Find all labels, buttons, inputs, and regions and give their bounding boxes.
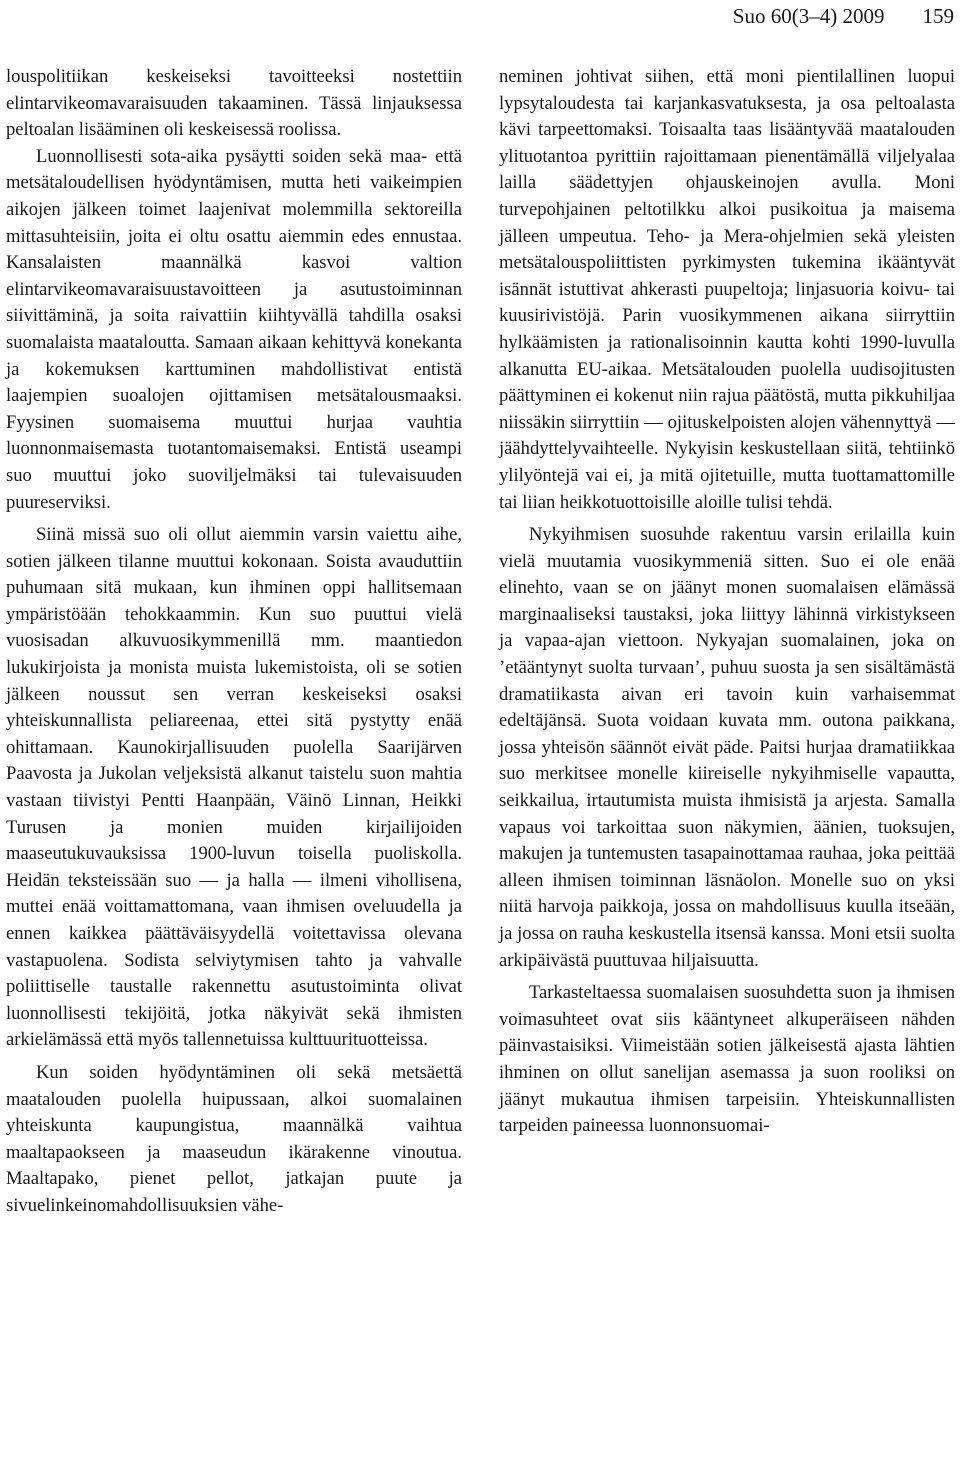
left-column	[6, 64, 462, 1220]
paragraph: neminen johtivat siihen, että moni pientilallinen luopui lypsytaloudesta tai karjankasvatuksesta, ja osa peltoalasta kävi tarpeettomaksi. Toisaalta taas lisääntyvää maatalouden ylituotantoa pyrittiin rajoittamaan pienentämällä viljelyalaa lailla säädettyjen ohjauskeinojen avulla. Moni turvepohjainen peltotilkku alkoi pusikoitua ja maisema jälleen umpeutua. Teho- ja Mera-ohjelmien sekä yleisten metsätalouspoliittisten pyrkimysten tukemina ikääntyvät isännät istuttivat ahkerasti puupeltoja; linjasuoria koivu- tai kuusirivistöjä. Parin vuosikymmenen aikana siirryttiin hylkäämisten ja rationalisoinnin kautta kohti 1990-luvulla alkanutta EU-aikaa. Metsätalouden puolella uudisojitusten päättyminen ei kokenut niin rajua päätöstä, mutta pikkuhiljaa niissäkin siirryttiin — ojituskelpoisten alojen vähennyttyä — jäähdyttelyvaihteelle. Nykyisin keskustellaan siitä, tehtiinkö ylilyöntejä vai ei, ja mitä ojitetuille, mutta tuottamattomille tai liian heikkotuottoisille aloille tulisi tehdä.	[499, 66, 955, 513]
paragraph: Tarkasteltaessa suomalaisen suosuhdetta suon ja ihmisen voimasuhteet ovat siis kääntyneet alkuperäiseen nähden päinvastaisiksi. Viimeistään sotien jälkeisestä ajasta lähtien ihminen on ollut sanelijan asemassa ja suon rooliksi on jäänyt mukautua ihmisen tarpeisiin. Yhteiskunnallisten tarpeiden paineessa luonnonsuomai-	[499, 982, 955, 1137]
page-number: 159	[922, 4, 954, 28]
running-header	[733, 2, 954, 30]
paragraph: Luonnollisesti sota-aika pysäytti soiden sekä maa- että metsätaloudellisen hyödyntämisen, mutta heti vaikeimpien aikojen jälkeen toimet laajenivat molemmilla sektoreilla mittasuhteisiin, joita ei oltu osattu aiemmin edes ennustaa. Kansalaisten maannälkä kasvoi valtion elintarvikeomavaraisuustavoitteen ja asutustoiminnan siivittäminä, ja soita raivattiin kiihtyvällä tahdilla osaksi suomalaista maataloutta. Samaan aikaan kehittyvä konekanta ja kokemuksen karttuminen mahdollistivat entistä laajempien suoalojen ojittamisen metsätalousmaaksi. Fyysinen suomaisema muuttui hurjaa vauhtia luonnonmaisemasta tuotantomaisemaksi. Entistä useampi suo muuttui joko suoviljelmäksi tai tulevaisuuden puureserviksi.	[6, 145, 462, 513]
journal-citation: Suo 60(3–4) 2009	[732, 4, 885, 28]
paragraph: Siinä missä suo oli ollut aiemmin varsin vaiettu aihe, sotien jälkeen tilanne muuttui kokonaan. Soista avauduttiin puhumaan sitä mukaan, kun ihminen oppi hallitsemaan ympäristöään tehokkaammin. Kun suo puuttui vielä vuosisadan alkuvuosikymmenillä mm. maantiedon lukukirjoista ja monista muista lukemistoista, oli se sotien jälkeen noussut sen verran keskeiseksi osaksi yhteiskunnallista peliareenaa, ettei sitä pystytty enää ohittamaan. Kaunokirjallisuuden puolella Saarijärven Paavosta ja Jukolan veljeksistä alkanut taistelu suon mahtia vastaan tiivistyi Pentti Haanpään, Väinö Linnan, Heikki Turusen ja monien muiden kirjailijoiden maaseutukuvauksissa 1900-luvun toisella puoliskolla. Heidän teksteissään suo — ja halla — ilmeni vihollisena, muttei enää voittamattomana, vaan ihmisen oveluudella ja ennen kaikkea päättäväisyydellä voitettavissa olevana vastapuolena. Sodista selviytymisen tahto ja vahvalle poliittiselle taustalle rakennettu asutustoiminta olivat luonnollisesti tekijöitä, jotka näkyivät sekä ihmisten arkielämässä että myös tallennetuissa kulttuurituotteissa.	[6, 524, 462, 1051]
paragraph: Nykyihmisen suosuhde rakentuu varsin erilailla kuin vielä muutamia vuosikymmeniä sitten. Suo ei ole enää elinehto, vaan se on jäänyt monen suomalaisen elämässä marginaaliseksi taustaksi, joka liittyy lähinnä virkistykseen ja vapaa-ajan viettoon. Nykyajan suomalainen, joka on ’etääntynyt suolta turvaan’, puhuu suosta ja sen sisältämästä dramatiikasta aivan eri tavoin kuin varhaisemmat edeltäjänsä. Suota voidaan kuvata mm. outona paikkana, jossa yhteisön säännöt eivät päde. Paitsi hurjaa dramatiikkaa suo merkitsee monelle kiireiselle nykyihmiselle vapautta, seikkailua, irtautumista muista ihmisistä ja arjesta. Samalla vapaus voi tarkoittaa suon näkymien, äänien, tuoksujen, makujen ja tuntemusten tasapainottamaa rauhaa, joka peittää alleen ihmisen toiminnan läsnäolon. Monelle suo on yksi niitä harvoja paikkoja, jossa on mahdollisuus kuulla itseään, ja jossa on rauha keskustella itsensä kanssa. Moni etsii suolta arkipäivästä puuttuvaa hiljaisuutta.	[499, 524, 955, 971]
paragraph: louspolitiikan keskeiseksi tavoitteeksi nostettiin elintarvikeomavaraisuuden takaaminen. Tässä linjauksessa peltoalan lisääminen oli keskeisessä roolissa.	[6, 66, 462, 141]
paragraph: Kun soiden hyödyntäminen oli sekä metsäettä maatalouden puolella huipussaan, alkoi suomalainen yhteiskunta kaupungistua, maannälkä vaihtua maaltapaokseen ja maaseudun ikärakenne vinoutua. Maaltapako, pienet pellot, jatkajan puute ja sivuelinkeinomahdollisuuksien vähe-	[6, 1061, 462, 1216]
right-column	[499, 64, 955, 1140]
